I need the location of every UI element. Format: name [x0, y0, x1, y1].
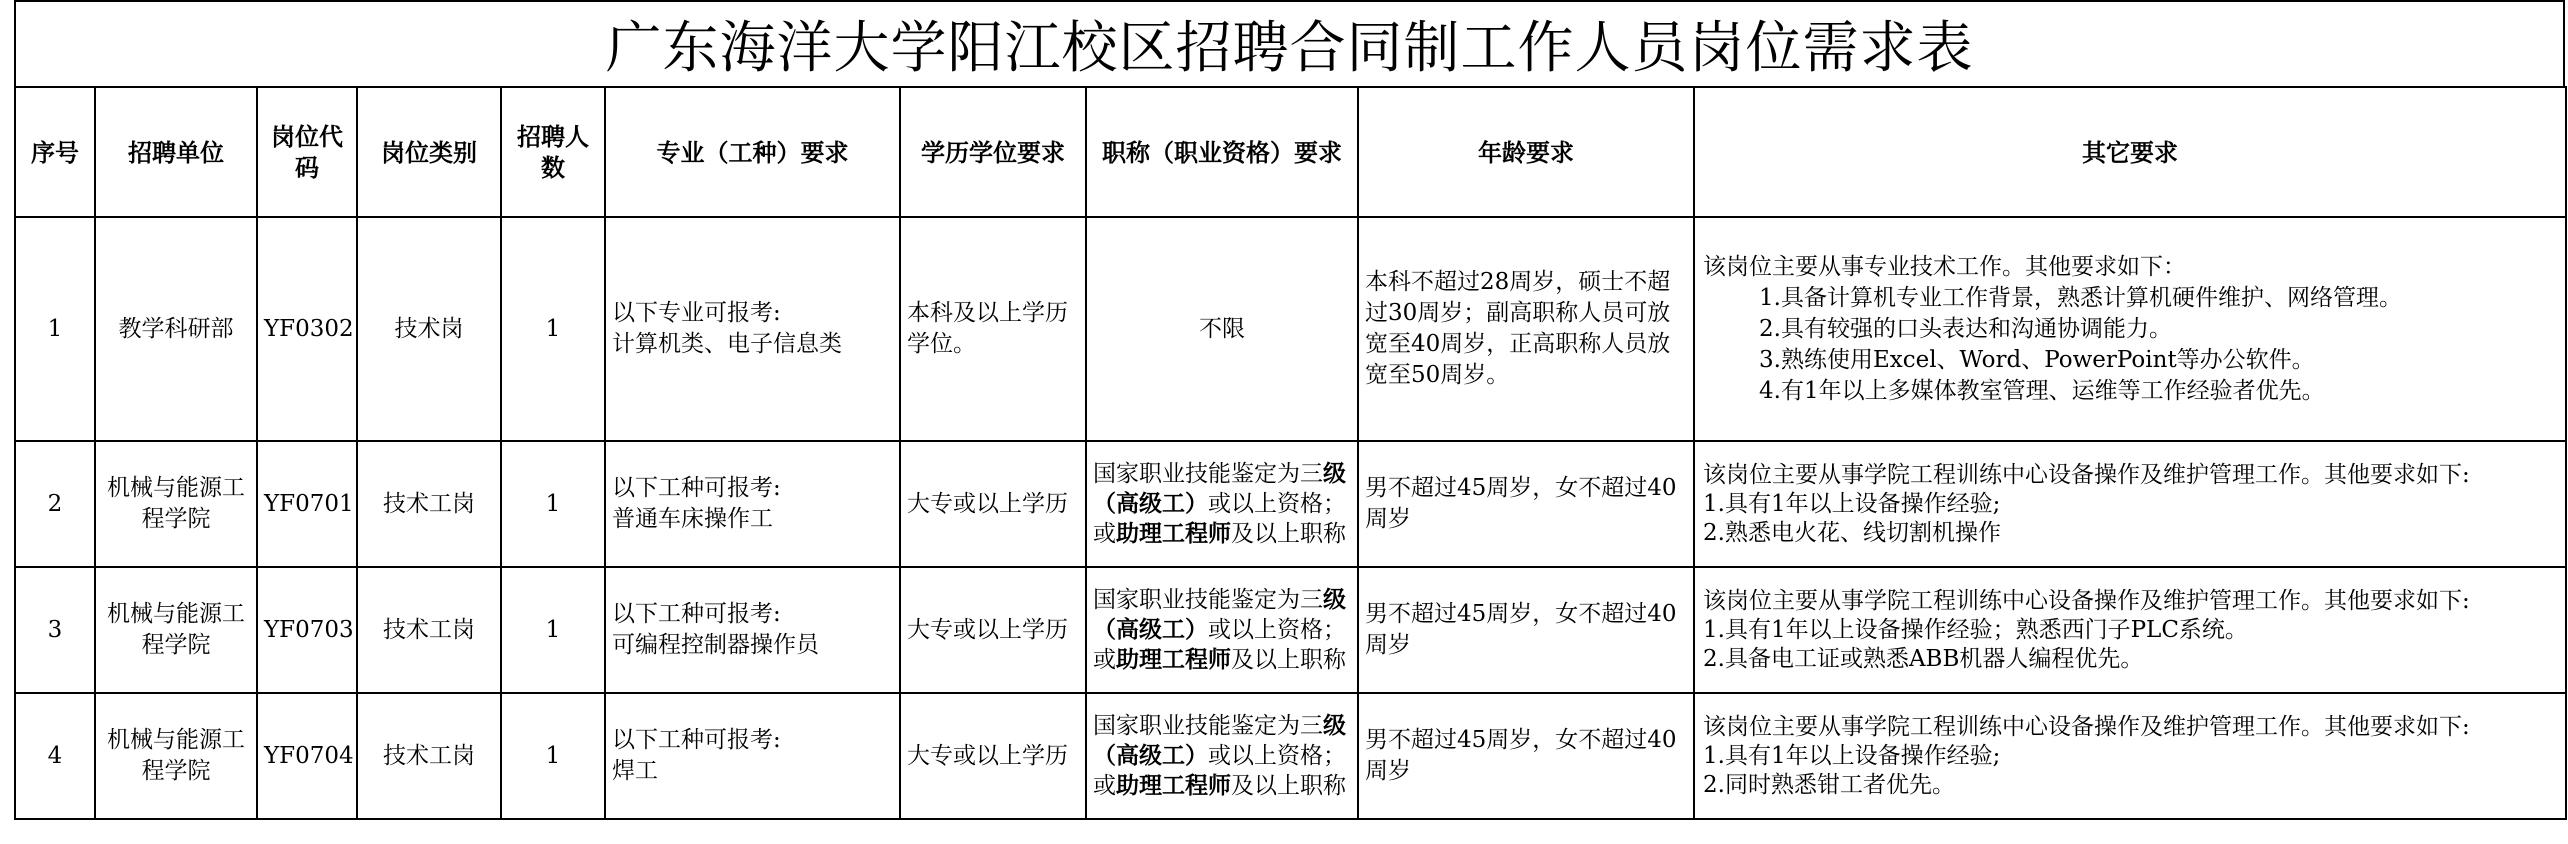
header-code: 岗位代码 — [257, 87, 357, 217]
count-cell: 1 — [501, 441, 605, 567]
count-cell: 1 — [501, 567, 605, 693]
other-item: 2.同时熟悉钳工者优先。 — [1703, 771, 1955, 798]
major-cell — [605, 441, 900, 567]
seq-cell: 2 — [15, 441, 95, 567]
header-other: 其它要求 — [1694, 87, 2566, 217]
other-item: 3.熟练使用Excel、Word、PowerPoint等办公软件。 — [1759, 346, 2315, 373]
title-req-cell: 不限 — [1086, 217, 1358, 441]
title-req-engineer: 助理工程师 — [1116, 520, 1231, 547]
other-item: 2.具有较强的口头表达和沟通协调能力。 — [1759, 315, 2172, 342]
title-req-level: 级（高级工） — [1093, 460, 1346, 517]
title-req-engineer: 助理工程师 — [1116, 646, 1231, 673]
other-intro: 该岗位主要从事学院工程训练中心设备操作及维护管理工作。其他要求如下: — [1703, 587, 2470, 614]
unit-cell: 教学科研部 — [95, 217, 257, 441]
major-intro: 以下工种可报考: — [612, 727, 781, 753]
category-cell: 技术工岗 — [357, 441, 501, 567]
title-req-engineer: 助理工程师 — [1116, 772, 1231, 799]
header-row — [15, 87, 2566, 217]
other-cell — [1694, 441, 2566, 567]
unit-cell: 机械与能源工程学院 — [95, 441, 257, 567]
table-row — [15, 217, 2566, 441]
age-cell: 男不超过45周岁，女不超过40周岁 — [1358, 441, 1694, 567]
count-cell: 1 — [501, 217, 605, 441]
major-list: 可编程控制器操作员 — [612, 632, 819, 658]
other-intro: 该岗位主要从事学院工程训练中心设备操作及维护管理工作。其他要求如下: — [1703, 461, 2470, 488]
title-req-cell — [1086, 693, 1358, 819]
title-req-cell — [1086, 441, 1358, 567]
title-req-level: 级（高级工） — [1093, 586, 1346, 643]
education-cell: 大专或以上学历 — [900, 693, 1086, 819]
other-cell — [1694, 693, 2566, 819]
other-item: 1.具有1年以上设备操作经验; — [1703, 742, 2001, 769]
other-item: 4.有1年以上多媒体教室管理、运维等工作经验者优先。 — [1759, 377, 2325, 404]
code-cell: YF0704 — [257, 693, 357, 819]
age-cell: 男不超过45周岁，女不超过40周岁 — [1358, 567, 1694, 693]
major-intro: 以下工种可报考: — [612, 601, 781, 627]
header-category: 岗位类别 — [357, 87, 501, 217]
other-item: 1.具有1年以上设备操作经验；熟悉西门子PLC系统。 — [1703, 616, 2248, 643]
major-list: 焊工 — [612, 758, 658, 784]
title-req-cell — [1086, 567, 1358, 693]
position-table — [14, 86, 2567, 820]
title-req-level: 级（高级工） — [1093, 712, 1346, 769]
other-cell — [1694, 567, 2566, 693]
code-cell: YF0302 — [257, 217, 357, 441]
title-req-part: 或以上资格；或 — [1093, 617, 1346, 673]
recruitment-sheet — [14, 0, 2565, 820]
header-count: 招聘人数 — [501, 87, 605, 217]
major-list: 普通车床操作工 — [612, 506, 773, 532]
table-row — [15, 693, 2566, 819]
title-req-part: 或以上资格；或 — [1093, 743, 1346, 799]
title-req-part: 国家职业技能鉴定为三 — [1093, 587, 1323, 613]
header-age: 年龄要求 — [1358, 87, 1694, 217]
title-req-part: 国家职业技能鉴定为三 — [1093, 461, 1323, 487]
header-seq: 序号 — [15, 87, 95, 217]
header-unit: 招聘单位 — [95, 87, 257, 217]
title-req-part: 及以上职称 — [1231, 647, 1346, 673]
other-intro: 该岗位主要从事专业技术工作。其他要求如下： — [1703, 253, 2186, 280]
code-cell: YF0703 — [257, 567, 357, 693]
title-req-part: 及以上职称 — [1231, 773, 1346, 799]
age-cell: 本科不超过28周岁，硕士不超过30周岁；副高职称人员可放宽至40周岁，正高职称人员放宽至50周岁。 — [1358, 217, 1694, 441]
other-item: 2.熟悉电火花、线切割机操作 — [1703, 519, 2001, 546]
table-row — [15, 441, 2566, 567]
page-title: 广东海洋大学阳江校区招聘合同制工作人员岗位需求表 — [14, 0, 2565, 86]
unit-cell: 机械与能源工程学院 — [95, 567, 257, 693]
header-major: 专业（工种）要求 — [605, 87, 900, 217]
major-intro: 以下工种可报考: — [612, 475, 781, 501]
category-cell: 技术工岗 — [357, 693, 501, 819]
seq-cell: 4 — [15, 693, 95, 819]
other-cell — [1694, 217, 2566, 441]
education-cell: 大专或以上学历 — [900, 567, 1086, 693]
title-req-part: 国家职业技能鉴定为三 — [1093, 713, 1323, 739]
table-row — [15, 567, 2566, 693]
title-req-part: 及以上职称 — [1231, 521, 1346, 547]
header-title-req: 职称（职业资格）要求 — [1086, 87, 1358, 217]
major-cell — [605, 217, 900, 441]
code-cell: YF0701 — [257, 441, 357, 567]
education-cell: 本科及以上学历学位。 — [900, 217, 1086, 441]
category-cell: 技术工岗 — [357, 567, 501, 693]
seq-cell: 3 — [15, 567, 95, 693]
category-cell: 技术岗 — [357, 217, 501, 441]
seq-cell: 1 — [15, 217, 95, 441]
count-cell: 1 — [501, 693, 605, 819]
age-cell: 男不超过45周岁，女不超过40周岁 — [1358, 693, 1694, 819]
header-education: 学历学位要求 — [900, 87, 1086, 217]
other-item: 2.具备电工证或熟悉ABB机器人编程优先。 — [1703, 645, 2144, 672]
major-list: 计算机类、电子信息类 — [612, 331, 842, 357]
other-intro: 该岗位主要从事学院工程训练中心设备操作及维护管理工作。其他要求如下: — [1703, 713, 2470, 740]
other-item: 1.具备计算机专业工作背景，熟悉计算机硬件维护、网络管理。 — [1759, 284, 2402, 311]
major-intro: 以下专业可报考: — [612, 300, 781, 326]
major-cell — [605, 567, 900, 693]
unit-cell: 机械与能源工程学院 — [95, 693, 257, 819]
other-item: 1.具有1年以上设备操作经验; — [1703, 490, 2001, 517]
title-req-part: 或以上资格；或 — [1093, 491, 1346, 547]
education-cell: 大专或以上学历 — [900, 441, 1086, 567]
major-cell — [605, 693, 900, 819]
